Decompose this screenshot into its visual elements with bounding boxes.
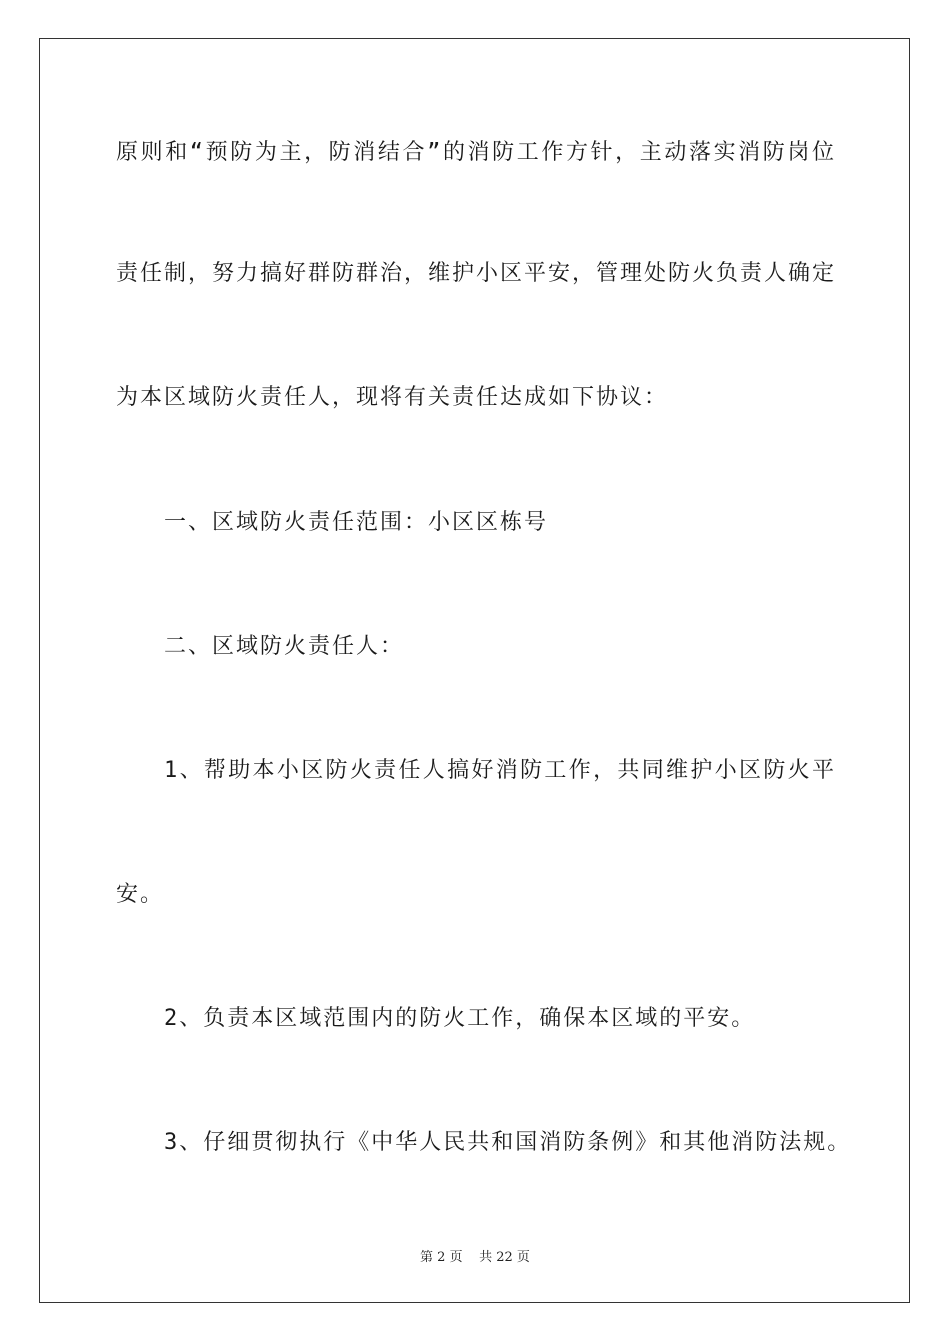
body-line-2: 责任制，努力搞好群防群治，维护小区平安，管理处防火负责人确定 (116, 261, 834, 286)
section-heading-person: 二、区域防火责任人： (164, 634, 405, 659)
list-item-1: 1、帮助本小区防火责任人搞好消防工作，共同维护小区防火平 (164, 758, 834, 783)
page-total: 共 22 页 (479, 1250, 530, 1265)
page-border (39, 38, 910, 1303)
page-number: 第 2 页 (420, 1250, 463, 1265)
list-item-3: 3、仔细贯彻执行《中华人民共和国消防条例》和其他消防法规。 (164, 1130, 852, 1155)
list-item-2: 2、负责本区域范围内的防火工作，确保本区域的平安。 (164, 1006, 756, 1031)
page-footer (0, 1246, 950, 1265)
list-item-1-continuation: 安。 (116, 882, 165, 907)
body-line-3: 为本区域防火责任人，现将有关责任达成如下协议： (116, 385, 669, 410)
section-heading-scope: 一、区域防火责任范围：小区区栋号 (164, 510, 549, 535)
body-line-1: 原则和“预防为主，防消结合”的消防工作方针，主动落实消防岗位 (116, 140, 834, 165)
